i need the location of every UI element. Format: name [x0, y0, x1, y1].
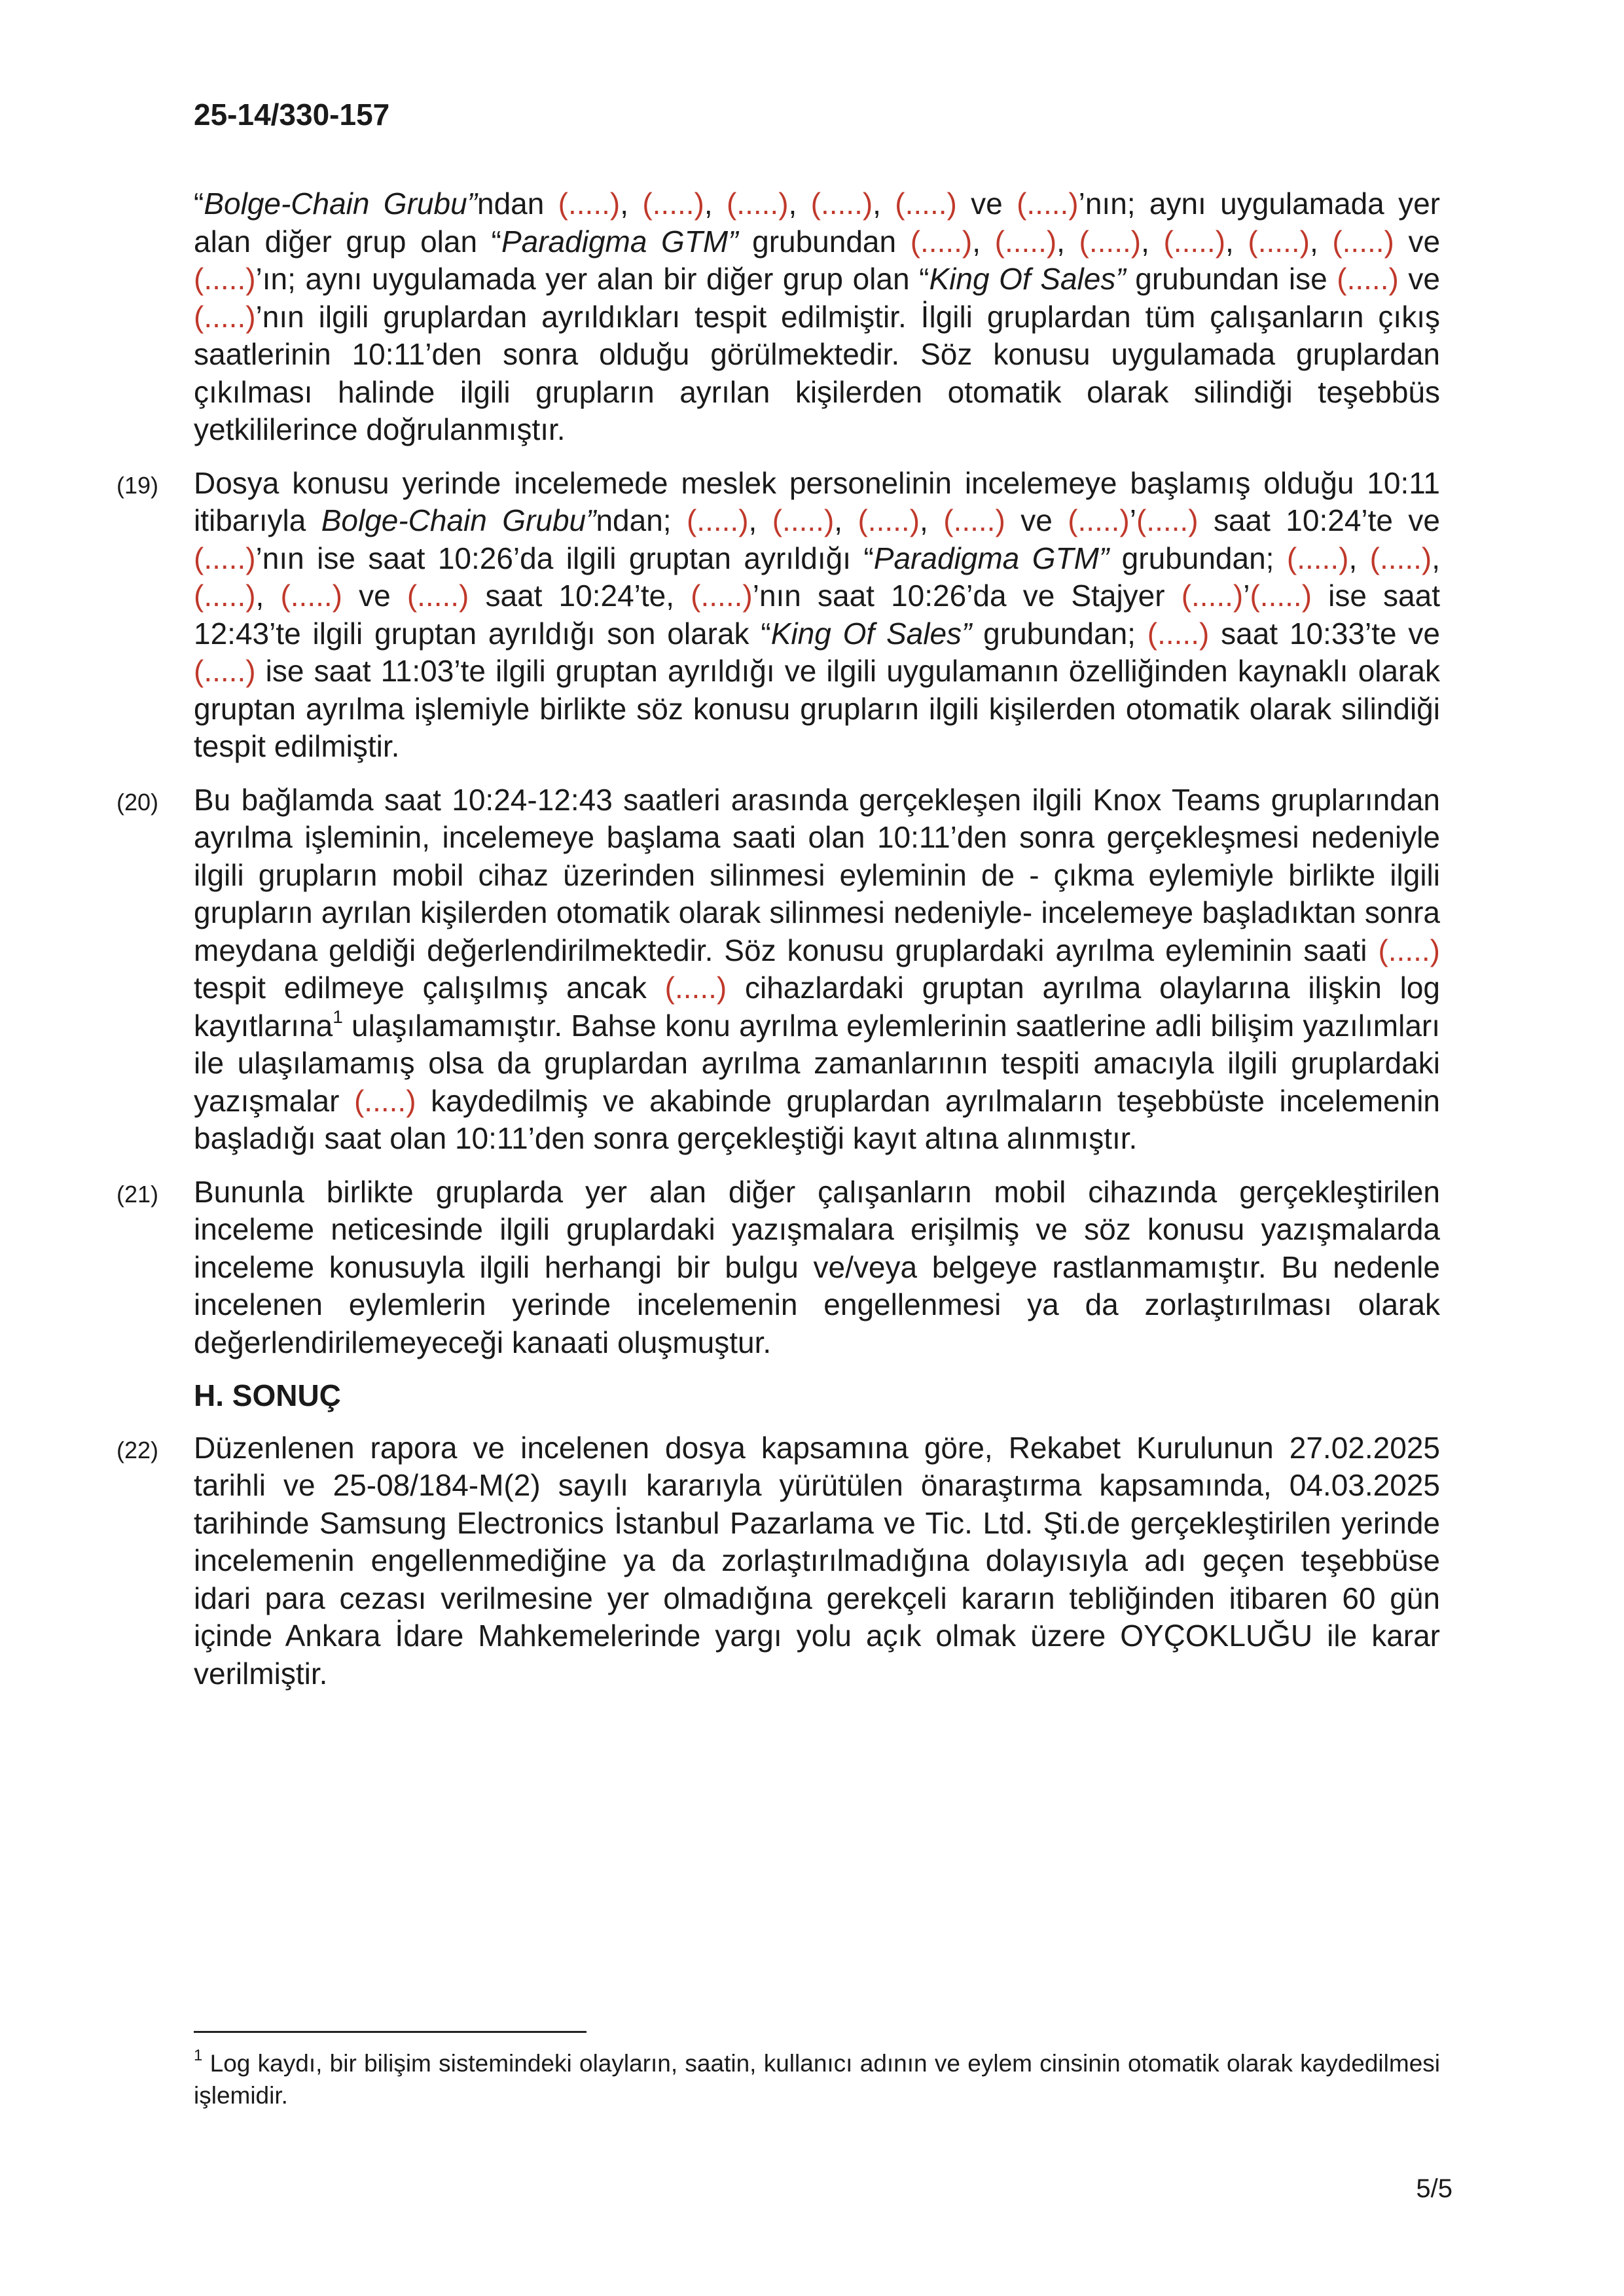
footnote-reference: 1 [333, 1007, 343, 1028]
paragraph-number: (19) [117, 471, 159, 499]
redacted-text: (.....) [772, 503, 835, 537]
redacted-text: (.....) [1163, 224, 1226, 259]
redacted-text: (.....) [1068, 503, 1130, 537]
redacted-text: (.....) [1337, 262, 1399, 296]
group-name: Bolge-Chain Grubu” [321, 503, 596, 537]
redacted-text: (.....) [1147, 616, 1210, 651]
section-heading: H. SONUÇ [194, 1378, 341, 1412]
redacted-text: (.....) [558, 187, 621, 221]
redacted-text: (.....) [664, 971, 727, 1005]
redacted-text: (.....) [1017, 187, 1079, 221]
redacted-text: (.....) [686, 503, 749, 537]
paragraph-20 [117, 781, 1440, 1158]
group-name: Paradigma GTM” [873, 541, 1110, 575]
group-name: King Of Sales” [929, 262, 1126, 296]
page-number: 5/5 [1416, 2174, 1453, 2203]
paragraph-text: Bu bağlamda saat 10:24-12:43 saatleri arasında gerçekleşen ilgili Knox Teams gruplarından ayrılma işleminin, incelemeye başlama saati olan 10:11’den sonra gerçekleşmesi nedeniyle ilgili grupların mobil cihaz üzerinden silinmesi eyleminin de - çıkma eylemiyle birlikte ilgili grupların ayrılan kişilerden otomatik olarak silinmesi nedeniyle- incelemeye başladıktan sonra meydana geldiği değerlendirilmektedir. Söz konusu gruplardaki ayrılma eyleminin saati (.....) tespit edilmeye çalışılmış ancak (.....) cihazlardaki gruptan ayrılma olaylarına ilişkin log kayıtlarına$^1$ ulaşılamamıştır. Bahse konu ayrılma eylemlerinin saatlerine adli bilişim yazılımları ile ulaşılamamış olsa da gruplardan ayrılma zamanlarının tespiti amacıyla ilgili gruplardaki yazışmalar (.....) kaydedilmiş ve akabinde gruplardan ayrılmaların teşebbüste incelemenin başladığı saat olan 10:11’den sonra gerçekleştiği kayıt altına alınmıştır. [194, 782, 1440, 1155]
redacted-text: (.....) [194, 654, 256, 688]
paragraph-number: (20) [117, 788, 159, 816]
redacted-text: (.....) [943, 503, 1005, 537]
footnote-separator [194, 2031, 586, 2033]
redacted-text: (.....) [194, 262, 256, 296]
redacted-text: (.....) [1369, 541, 1432, 575]
redacted-text: (.....) [910, 224, 973, 259]
paragraph-text: Dosya konusu yerinde incelemede meslek personelinin incelemeye başlamış olduğu 10:11 itibarıyla Bolge-Chain Grubu”ndan; (.....), (.....), (.....), (.....) ve (.....)’(.....) saat 10:24’te ve (.....)’nın ise saat 10:26’da ilgili gruptan ayrıldığı “Paradigma GTM” grubundan; (.....), (.....), (.....), (.....) ve (.....) saat 10:24’te, (.....)’nın saat 10:26’da ve Stajyer (.....)’(.....) ise saat 12:43’te ilgili gruptan ayrıldığı son olarak “King Of Sales” grubundan; (.....) saat 10:33’te ve (.....) ise saat 11:03’te ilgili gruptan ayrıldığı ve ilgili uygulamanın özelliğinden kaynaklı olarak gruptan ayrılma işlemiyle birlikte söz konusu grupların ilgili kişilerden otomatik olarak silindiği tespit edilmiştir. [194, 465, 1441, 763]
paragraph-22 [117, 1429, 1440, 1693]
redacted-text: (.....) [1136, 503, 1199, 537]
redacted-text: (.....) [726, 187, 789, 221]
redacted-text: (.....) [691, 579, 753, 613]
redacted-text: (.....) [353, 1083, 416, 1118]
redacted-text: (.....) [194, 579, 256, 613]
group-name: Bolge-Chain Grubu” [204, 187, 477, 221]
paragraph-text: Düzenlenen rapora ve incelenen dosya kapsamına göre, Rekabet Kurulunun 27.02.2025 tarihli ve 25-08/184-M(2) sayılı kararıyla yürütülen önaraştırma kapsamında, 04.03.2025 tarihinde Samsung Electronics İstanbul Pazarlama ve Tic. Ltd. Şti.de gerçekleştirilen yerinde incelemenin engellenmediğine ya da zorlaştırılmadığına dolayısıyla adı geçen teşebbüse idari para cezası verilmesine yer olmadığına gerekçeli kararın tebliğinden itibaren 60 gün içinde Ankara İdare Mahkemelerinde yargı yolu açık olmak üzere OYÇOKLUĞU ile karar verilmiştir. [194, 1430, 1440, 1691]
document-body [117, 185, 1441, 1708]
paragraph-21 [117, 1174, 1440, 1362]
redacted-text: (.....) [280, 579, 342, 613]
paragraph-number: (21) [117, 1180, 159, 1208]
redacted-text: (.....) [194, 541, 256, 575]
redacted-text: (.....) [1378, 933, 1440, 967]
paragraph-text: Bununla birlikte gruplarda yer alan diğer çalışanların mobil cihazında gerçekleştirilen inceleme neticesinde ilgili gruplardaki yazışmalara erişilmiş ve söz konusu yazışmalarda inceleme konusuyla ilgili herhangi bir bulgu ve/veya belgeye rastlanmamıştır. Bu nedenle incelenen eylemlerin yerinde incelemenin engellenmesi ya da zorlaştırılması olarak değerlendirilemeyeceği kanaati oluşmuştur. [194, 1174, 1440, 1359]
redacted-text: (.....) [810, 187, 873, 221]
redacted-text: (.....) [1250, 579, 1312, 613]
paragraph-number: (22) [117, 1436, 159, 1463]
redacted-text: (.....) [1286, 541, 1349, 575]
redacted-text: (.....) [642, 187, 704, 221]
redacted-text: (.....) [1248, 224, 1310, 259]
group-name: King Of Sales” [770, 616, 972, 651]
redacted-text: (.....) [1079, 224, 1142, 259]
redacted-text: (.....) [857, 503, 920, 537]
document-number: 25-14/330-157 [194, 98, 390, 132]
paragraph-19 [117, 465, 1441, 766]
footnote-text: Log kaydı, bir bilişim sistemindeki olayların, saatin, kullanıcı adının ve eylem cinsinin otomatik olarak kaydedilmesi işlemidir. [194, 2050, 1440, 2109]
paragraph-text: “Bolge-Chain Grubu”ndan (.....), (.....), (.....), (.....), (.....) ve (.....)’nın; aynı uygulamada yer alan diğer grup olan “Paradigma GTM” grubundan (.....), (.....), (.....), (.....), (.....), (.....) ve (.....)’ın; aynı uygulamada yer alan bir diğer grup olan “King Of Sales” grubundan ise (.....) ve (.....)’nın ilgili gruplardan ayrıldıkları tespit edilmiştir. İlgili gruplardan tüm çalışanların çıkış saatlerinin 10:11’den sonra olduğu görülmektedir. Söz konusu uygulamada gruplardan çıkılması halinde ilgili grupların ayrılan kişilerden otomatik olarak silindiği teşebbüs yetkililerince doğrulanmıştır. [194, 187, 1441, 446]
redacted-text: (.....) [895, 187, 957, 221]
paragraph-18-continued [194, 185, 1440, 449]
footnote [194, 2047, 1440, 2111]
redacted-text: (.....) [994, 224, 1057, 259]
redacted-text: (.....) [1332, 224, 1394, 259]
group-name: Paradigma GTM” [501, 224, 738, 259]
redacted-text: (.....) [194, 299, 256, 334]
redacted-text: (.....) [406, 579, 469, 613]
redacted-text: (.....) [1181, 579, 1244, 613]
footnote-marker: 1 [194, 2046, 203, 2064]
